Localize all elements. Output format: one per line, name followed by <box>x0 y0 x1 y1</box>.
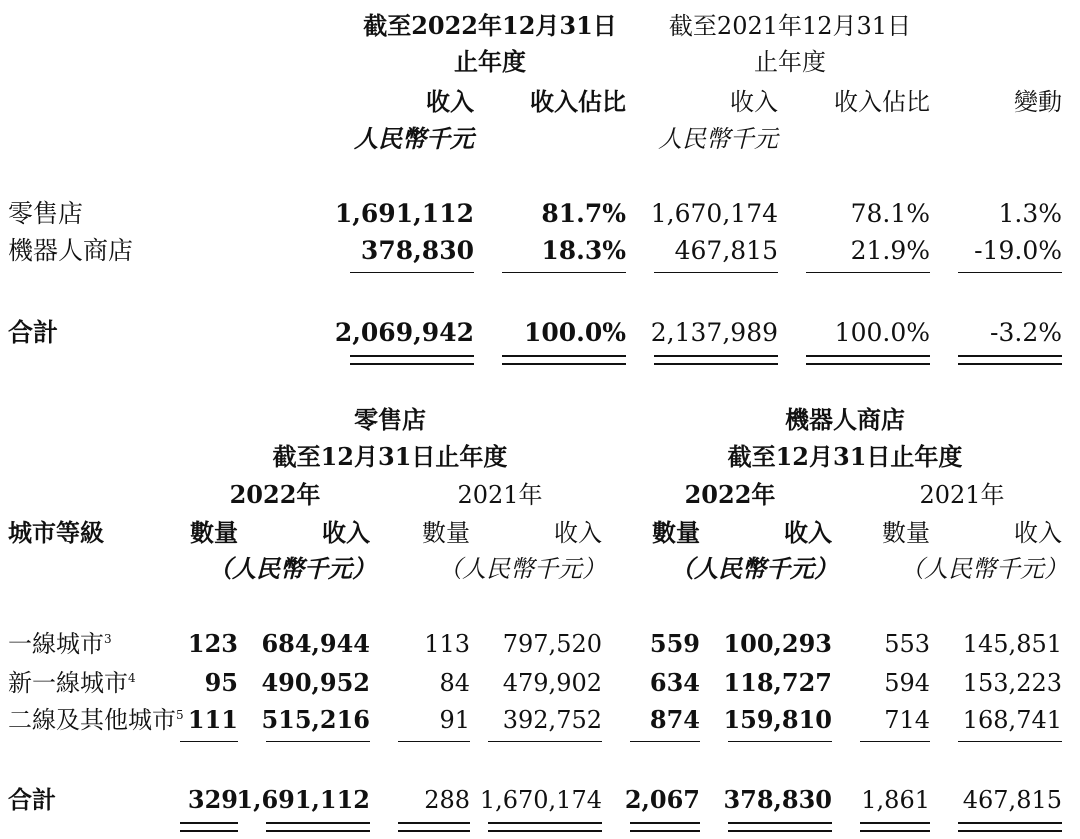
row-label: 合計 <box>8 785 56 814</box>
underline <box>350 272 474 273</box>
row-label: 合計 <box>8 318 59 347</box>
robot-revenue-2022: 100,293 <box>723 629 832 658</box>
rev-2021: 1,670,174 <box>650 199 778 228</box>
robot-revenue-2022: 118,727 <box>723 668 832 697</box>
col-share-2021: 收入佔比 <box>834 88 930 116</box>
double-underline <box>860 822 930 832</box>
underline <box>728 741 832 742</box>
retail-revenue-2021: 1,670,174 <box>479 786 602 814</box>
robot-revenue-2021: 153,223 <box>962 669 1062 697</box>
rev-2022: 2,069,942 <box>334 318 474 347</box>
rev-2022: 1,691,112 <box>334 199 474 228</box>
underline <box>806 272 930 273</box>
unit-robot-2021: （人民幣千元） <box>900 555 1068 583</box>
retail-revenue-2022: 1,691,112 <box>236 785 370 814</box>
underline <box>398 741 470 742</box>
share-2021: 21.9% <box>850 236 930 265</box>
double-underline <box>266 822 370 832</box>
col-share-2022: 收入佔比 <box>530 87 626 116</box>
rev-2021: 467,815 <box>674 236 778 265</box>
underline <box>266 741 370 742</box>
retail-year-2022: 2022年 <box>229 480 321 509</box>
rev-2021: 2,137,989 <box>650 318 778 347</box>
retail-revenue-2022: 684,944 <box>261 629 370 658</box>
col-revenue-robot-2021: 收入 <box>1014 519 1062 547</box>
underline <box>654 272 778 273</box>
double-underline <box>502 355 626 365</box>
unit-retail-2021: （人民幣千元） <box>438 555 606 583</box>
retail-qty-2021: 113 <box>424 630 470 658</box>
robot-revenue-2022: 159,810 <box>723 705 832 734</box>
robot-qty-2022: 874 <box>649 705 700 734</box>
row-label: 新一線城市$^4$ <box>8 669 136 697</box>
period-2022-line1: 截至2022年12月31日 <box>363 11 617 40</box>
unit-retail-2022: （人民幣千元） <box>208 554 376 583</box>
robot-qty-2022: 634 <box>649 668 700 697</box>
share-2022: 18.3% <box>541 236 626 265</box>
col-revenue-robot-2022: 收入 <box>784 518 832 547</box>
robot-period: 截至12月31日止年度 <box>727 442 963 471</box>
period-2022-line2: 止年度 <box>454 47 526 76</box>
change: -3.2% <box>990 318 1062 347</box>
col-revenue-2022: 收入 <box>426 87 474 116</box>
underline <box>488 741 602 742</box>
robot-qty-2022: 2,067 <box>624 785 700 814</box>
retail-revenue-2021: 797,520 <box>502 630 602 658</box>
unit-2021: 人民幣千元 <box>658 125 778 153</box>
retail-title: 零售店 <box>354 405 426 434</box>
retail-year-2021: 2021年 <box>457 481 543 509</box>
retail-revenue-2022: 515,216 <box>261 705 370 734</box>
robot-revenue-2021: 168,741 <box>962 706 1062 734</box>
rev-2022: 378,830 <box>360 236 474 265</box>
footnote-marker: 4 <box>128 671 136 685</box>
col-revenue-retail-2021: 收入 <box>554 519 602 547</box>
double-underline <box>630 822 700 832</box>
change: 1.3% <box>998 199 1062 228</box>
row-label: 一線城市$^3$ <box>8 630 112 658</box>
retail-qty-2022: 329 <box>187 785 238 814</box>
unit-2022: 人民幣千元 <box>354 124 474 153</box>
underline <box>630 741 700 742</box>
robot-qty-2021: 714 <box>884 706 930 734</box>
row-label: 二線及其他城市$^5$ <box>8 706 184 734</box>
double-underline <box>180 822 238 832</box>
double-underline <box>398 822 470 832</box>
row-label: 零售店 <box>8 199 84 228</box>
double-underline <box>806 355 930 365</box>
retail-qty-2021: 84 <box>439 669 470 697</box>
robot-year-2021: 2021年 <box>919 481 1005 509</box>
double-underline <box>350 355 474 365</box>
double-underline <box>958 822 1062 832</box>
retail-qty-2021: 288 <box>424 786 470 814</box>
underline <box>860 741 930 742</box>
robot-qty-2021: 553 <box>884 630 930 658</box>
double-underline <box>958 355 1062 365</box>
share-2022: 100.0% <box>523 318 626 347</box>
retail-qty-2022: 111 <box>187 705 238 734</box>
retail-revenue-2021: 392,752 <box>502 706 602 734</box>
robot-revenue-2021: 467,815 <box>962 786 1062 814</box>
footnote-marker: 3 <box>104 632 112 646</box>
underline <box>958 741 1062 742</box>
col-city-tier: 城市等級 <box>8 518 104 547</box>
footnote-marker: 5 <box>176 708 184 722</box>
robot-revenue-2021: 145,851 <box>962 630 1062 658</box>
robot-qty-2021: 1,861 <box>861 786 930 814</box>
robot-qty-2021: 594 <box>884 669 930 697</box>
robot-title: 機器人商店 <box>785 405 905 434</box>
change: -19.0% <box>974 236 1062 265</box>
retail-period: 截至12月31日止年度 <box>272 442 508 471</box>
col-qty-robot-2022: 數量 <box>652 518 700 547</box>
col-revenue-2021: 收入 <box>730 88 778 116</box>
period-2021-line1: 截至2021年12月31日 <box>668 12 912 40</box>
robot-revenue-2022: 378,830 <box>723 785 832 814</box>
col-revenue-retail-2022: 收入 <box>322 518 370 547</box>
period-2021-line2: 止年度 <box>754 48 826 76</box>
share-2021: 100.0% <box>834 318 930 347</box>
retail-revenue-2022: 490,952 <box>261 668 370 697</box>
retail-revenue-2021: 479,902 <box>502 669 602 697</box>
double-underline <box>728 822 832 832</box>
col-qty-retail-2022: 數量 <box>190 518 238 547</box>
share-2021: 78.1% <box>850 199 930 228</box>
unit-robot-2022: （人民幣千元） <box>670 554 838 583</box>
robot-qty-2022: 559 <box>649 629 700 658</box>
col-qty-retail-2021: 數量 <box>422 519 470 547</box>
retail-qty-2022: 95 <box>204 668 238 697</box>
retail-qty-2022: 123 <box>187 629 238 658</box>
underline <box>502 272 626 273</box>
underline <box>180 741 238 742</box>
col-change: 變動 <box>1014 88 1062 116</box>
double-underline <box>488 822 602 832</box>
retail-qty-2021: 91 <box>439 706 470 734</box>
double-underline <box>654 355 778 365</box>
share-2022: 81.7% <box>541 199 626 228</box>
row-label: 機器人商店 <box>8 236 134 265</box>
underline <box>958 272 1062 273</box>
robot-year-2022: 2022年 <box>684 480 776 509</box>
col-qty-robot-2021: 數量 <box>882 519 930 547</box>
